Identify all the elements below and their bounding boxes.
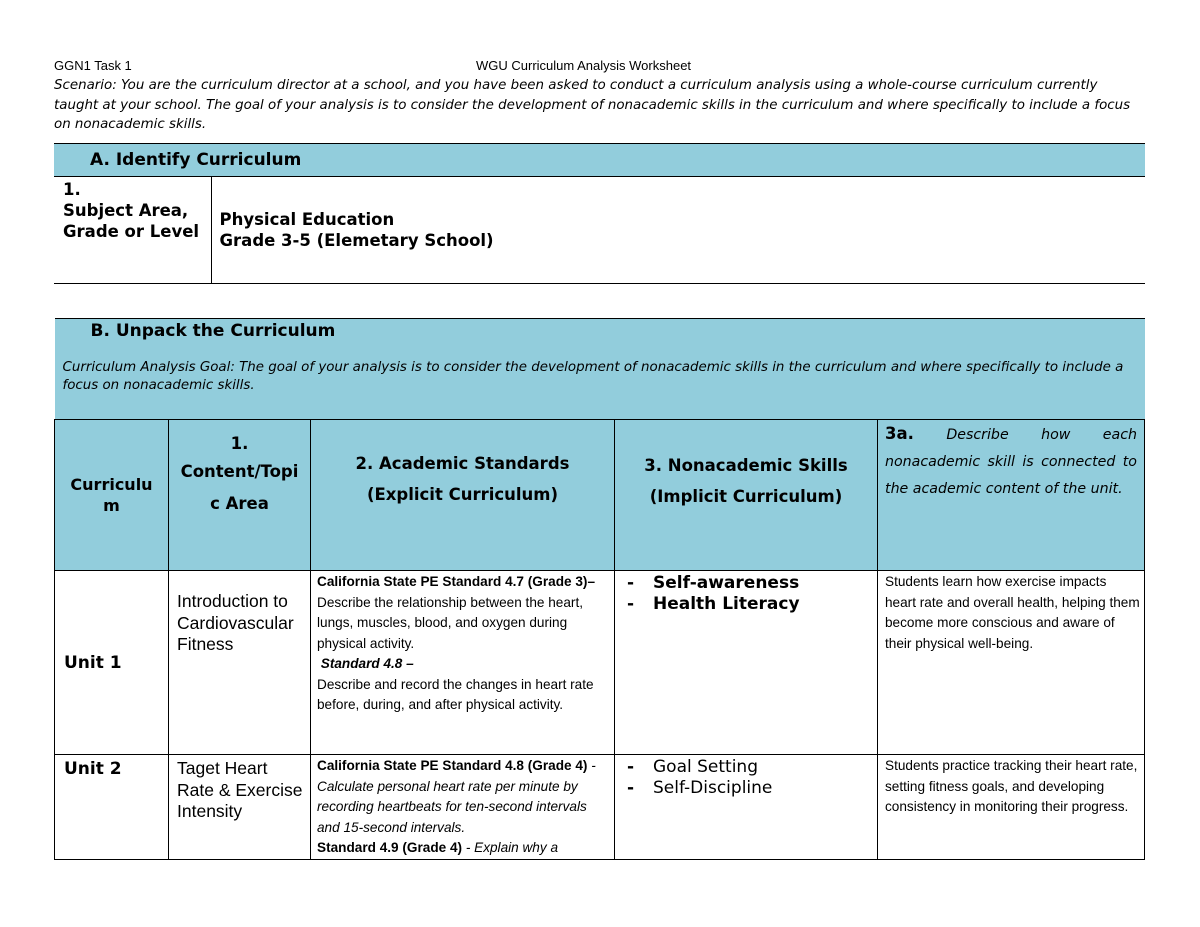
col-describe-label: Describe how each nonacademic skill is connected to the academic content of the unit. [885, 427, 1137, 497]
unit-skills [615, 755, 878, 860]
col-header-academic [311, 420, 615, 571]
std1-title: California State PE Standard 4.8 (Grade 4) [317, 758, 588, 773]
list-item: - Self-Discipline [627, 778, 773, 798]
identify-curriculum-table [54, 143, 1145, 284]
doc-header-left: GGN1 Task 1 [54, 58, 132, 73]
unit-topic: Introduction to Cardiovascular Fitness [169, 571, 311, 755]
subject-value-line2: Grade 3-5 (Elemetary School) [219, 231, 494, 250]
subject-value-line1: Physical Education [219, 210, 395, 229]
scenario-text: Scenario: You are the curriculum director at a school, and you have been asked to conduct a curriculum analysis using a whole-course curriculum currently taught at your school. The goal of your analysis is to consider the development of nonacademic skills in the curriculum and where specifically to include a focus on nonacademic skills. [54, 78, 1131, 132]
section-a-title: A. Identify Curriculum [54, 144, 1145, 177]
subject-area-num: 1. [63, 180, 81, 199]
list-item: - Health Literacy [627, 594, 800, 614]
skill-label: Health Literacy [653, 594, 800, 614]
subject-area-label [54, 177, 211, 284]
unit-skills [615, 571, 878, 755]
col-nonacademic-line1: 3. Nonacademic Skills [644, 456, 848, 475]
col-header-nonacademic [615, 420, 878, 571]
col-academic-line1: 2. Academic Standards [355, 454, 570, 473]
unit-description: Students practice tracking their heart rate, setting fitness goals, and developing consistency in monitoring their progress. [878, 755, 1145, 860]
analysis-goal-text: Curriculum Analysis Goal: The goal of your analysis is to consider the development of nonacademic skills in the curriculum and where specifically to include a focus on nonacademic skills. [62, 360, 1124, 393]
std2-text: - Explain why a [465, 840, 559, 855]
col-header-curriculum [55, 420, 169, 571]
col-curriculum-label: Curriculum [70, 475, 153, 515]
col-header-describe [878, 420, 1145, 571]
unit-description: Students learn how exercise impacts heart rate and overall health, helping them become more conscious and aware of their physical well-being. [878, 571, 1145, 755]
col-nonacademic-line2: (Implicit Curriculum) [649, 487, 843, 506]
unpack-curriculum-table [54, 318, 1145, 860]
table-row [55, 571, 1145, 755]
section-b-header [55, 319, 1145, 420]
skill-label: Self-Discipline [653, 778, 773, 798]
subject-area-text: Subject Area, Grade or Level [63, 201, 200, 241]
list-item: - Self-awareness [627, 573, 800, 593]
skill-label: Self-awareness [653, 573, 800, 593]
std2-text: Describe and record the changes in heart rate before, during, and after physical activity. [317, 676, 594, 712]
std2-title: Standard 4.8 – [320, 656, 414, 671]
col-header-content [169, 420, 311, 571]
subject-area-value [211, 177, 1145, 284]
list-item: - Goal Setting [627, 757, 758, 777]
col-content-label: Content/Topic Area [180, 462, 299, 513]
col-content-num: 1. [230, 434, 249, 453]
doc-header-title: WGU Curriculum Analysis Worksheet [476, 58, 692, 73]
std2-title: Standard 4.9 (Grade 4) [317, 840, 463, 855]
unit-label: Unit 2 [55, 755, 169, 860]
std1-text: - Calculate personal heart rate per minute by recording heartbeats for ten-second intervals and 15-second intervals. [317, 758, 596, 835]
unit-standards [311, 755, 615, 860]
col-describe-num: 3a. [885, 424, 914, 443]
unit-label: Unit 1 [55, 571, 169, 755]
std1-title: California State PE Standard 4.7 (Grade 3)– [317, 574, 596, 589]
col-academic-line2: (Explicit Curriculum) [366, 485, 559, 504]
skill-label: Goal Setting [653, 757, 758, 777]
section-b-title: B. Unpack the Curriculum [90, 321, 336, 341]
unit-standards [311, 571, 615, 755]
table-row [55, 755, 1145, 860]
std1-text: Describe the relationship between the heart, lungs, muscles, blood, and oxygen during physical activity. [317, 594, 583, 651]
unit-topic: Taget Heart Rate & Exercise Intensity [169, 755, 311, 860]
